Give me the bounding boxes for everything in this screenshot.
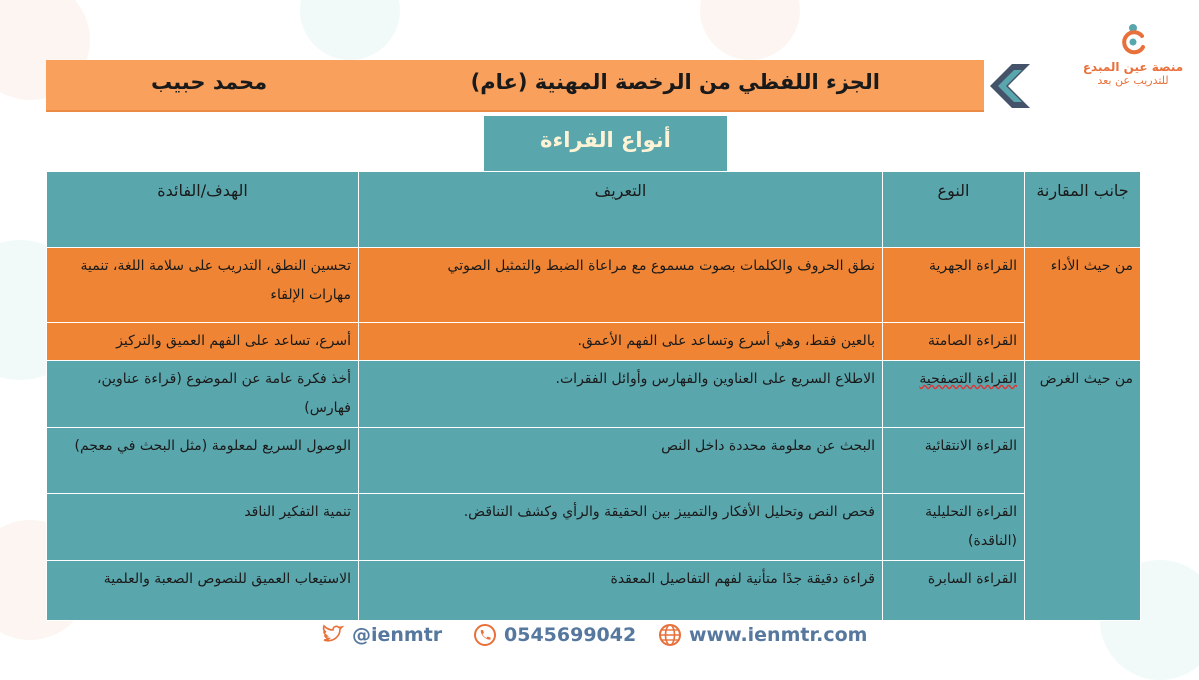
- twitter-link[interactable]: [320, 620, 442, 650]
- type-text: القراءة التصفحية: [919, 371, 1017, 387]
- table-header-row: [47, 172, 1141, 248]
- eye-logo-icon: [1116, 22, 1150, 56]
- logo-tagline: للتدريب عن بعد: [1097, 74, 1169, 87]
- type-cell: القراءة السابرة: [883, 561, 1025, 621]
- section-title: أنواع القراءة: [484, 116, 727, 172]
- header-type: النوع: [883, 172, 1025, 248]
- definition-cell: البحث عن معلومة محددة داخل النص: [359, 428, 883, 494]
- type-cell: [883, 361, 1025, 428]
- table-row: [47, 428, 1141, 494]
- website-url: www.ienmtr.com: [689, 624, 868, 646]
- twitter-handle: @ienmtr: [352, 624, 443, 646]
- table-row: [47, 494, 1141, 561]
- table-row: [47, 361, 1141, 428]
- header-definition: التعريف: [359, 172, 883, 248]
- goal-cell: أسرع، تساعد على الفهم العميق والتركيز: [47, 323, 359, 361]
- definition-cell: نطق الحروف والكلمات بصوت مسموع مع مراعاة الضبط والتمثيل الصوتي: [359, 248, 883, 323]
- type-cell: القراءة الصامتة: [883, 323, 1025, 361]
- goal-cell: الوصول السريع لمعلومة (مثل البحث في معجم): [47, 428, 359, 494]
- definition-cell: بالعين فقط، وهي أسرع وتساعد على الفهم الأعمق.: [359, 323, 883, 361]
- author-name: محمد حبيب: [151, 70, 268, 94]
- phone-link[interactable]: [472, 620, 636, 650]
- whatsapp-icon: [472, 622, 498, 648]
- page-title: الجزء اللفظي من الرخصة المهنية (عام): [470, 70, 880, 94]
- logo-name: منصة عين المبدع: [1082, 60, 1184, 74]
- goal-cell: أخذ فكرة عامة عن الموضوع (قراءة عناوين، فهارس): [47, 361, 359, 428]
- table-row: [47, 248, 1141, 323]
- phone-number: 0545699042: [504, 624, 637, 646]
- header-bar: [46, 60, 984, 112]
- table-row: [47, 561, 1141, 621]
- type-cell: القراءة الانتقائية: [883, 428, 1025, 494]
- definition-cell: الاطلاع السريع على العناوين والفهارس وأوائل الفقرات.: [359, 361, 883, 428]
- definition-cell: فحص النص وتحليل الأفكار والتمييز بين الحقيقة والرأي وكشف التناقض.: [359, 494, 883, 561]
- table-row: [47, 323, 1141, 361]
- chevron-left-icon: [982, 60, 1034, 112]
- background-decoration: [300, 0, 400, 60]
- aspect-cell: من حيث الأداء: [1025, 248, 1141, 361]
- definition-cell: قراءة دقيقة جدًا متأنية لفهم التفاصيل المعقدة: [359, 561, 883, 621]
- goal-cell: تنمية التفكير الناقد: [47, 494, 359, 561]
- twitter-icon: [320, 622, 346, 648]
- aspect-cell: من حيث الغرض: [1025, 361, 1141, 621]
- brand-logo: [1078, 22, 1188, 106]
- header-aspect: جانب المقارنة: [1025, 172, 1141, 248]
- header-goal: الهدف/الفائدة: [47, 172, 359, 248]
- type-cell: القراءة التحليلية (الناقدة): [883, 494, 1025, 561]
- goal-cell: تحسين النطق، التدريب على سلامة اللغة، تنمية مهارات الإلقاء: [47, 248, 359, 323]
- goal-cell: الاستيعاب العميق للنصوص الصعبة والعلمية: [47, 561, 359, 621]
- contact-footer: [300, 620, 900, 650]
- type-cell: القراءة الجهرية: [883, 248, 1025, 323]
- website-link[interactable]: [657, 620, 867, 650]
- background-decoration: [700, 0, 800, 60]
- globe-icon: [657, 622, 683, 648]
- reading-types-table: [46, 171, 1141, 621]
